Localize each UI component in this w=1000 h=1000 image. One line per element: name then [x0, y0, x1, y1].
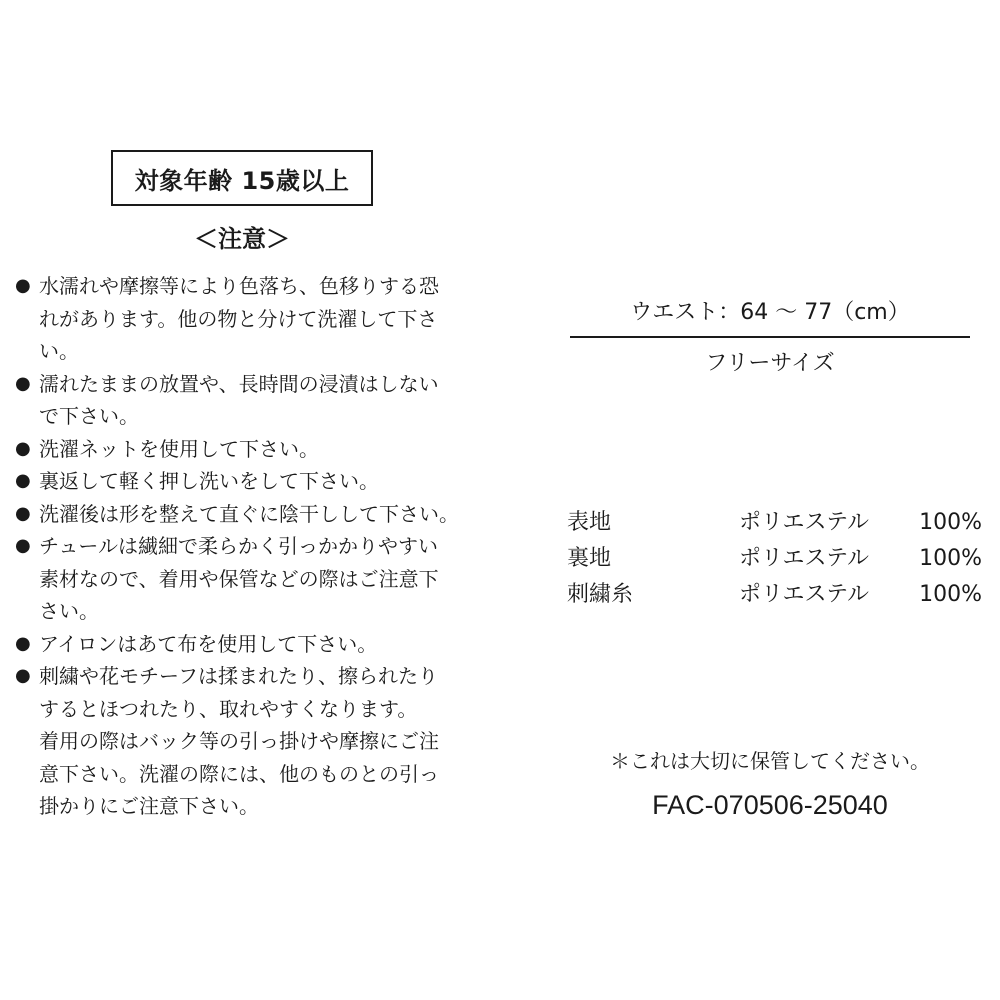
bullet-icon: ● — [15, 632, 31, 654]
material-part: 刺繍糸 — [567, 582, 634, 607]
caution-item — [15, 270, 485, 368]
bullet-icon: ● — [15, 535, 31, 556]
caution-item-text: チュールは繊細で柔らかく引っかかりやすい 素材なので、着用や保管などの際はご注意下 さい。 — [39, 534, 439, 623]
caution-heading: ＜注意＞ — [194, 225, 290, 253]
material-fiber: ポリエステル — [739, 546, 870, 571]
material-percent: 100% — [919, 510, 982, 535]
material-row — [567, 505, 982, 541]
caution-item-text: 水濡れや摩擦等により色落ち、色移りする恐 れがあります。他の物と分けて洗濯して下さ い。 — [39, 274, 439, 363]
product-code: FAC-070506-25040 — [652, 790, 888, 820]
keep-note: ＊これは大切に保管してください。 — [610, 749, 930, 773]
caution-item-text: 洗濯後は形を整えて直ぐに陰干しして下さい。 — [39, 501, 459, 526]
material-composition — [567, 505, 982, 613]
bullet-icon: ● — [15, 502, 31, 524]
caution-item — [15, 465, 485, 498]
caution-item — [15, 660, 485, 823]
material-row — [567, 577, 982, 613]
caution-item-text: 裏返して軽く押し洗いをして下さい。 — [39, 469, 379, 493]
bullet-icon: ● — [15, 372, 31, 394]
caution-item — [15, 530, 485, 628]
caution-item — [15, 628, 485, 661]
bullet-icon: ● — [15, 665, 31, 686]
material-part: 表地 — [567, 510, 612, 535]
waist-size: ウエスト：64 ～ 77（cm） — [630, 300, 910, 325]
bullet-icon: ● — [15, 275, 31, 296]
material-fiber: ポリエステル — [739, 582, 870, 607]
caution-item-text: 濡れたままの放置や、長時間の浸漬はしない で下さい。 — [39, 371, 439, 428]
material-part: 裏地 — [567, 546, 612, 571]
free-size-label: フリーサイズ — [705, 351, 835, 376]
bullet-icon: ● — [15, 437, 31, 459]
divider-line — [570, 336, 970, 338]
caution-item-text: 洗濯ネットを使用して下さい。 — [39, 436, 319, 461]
caution-item — [15, 368, 485, 433]
caution-item — [15, 433, 485, 466]
caution-item — [15, 498, 485, 531]
caution-item-text: 刺繍や花モチーフは揉まれたり、擦られたり するとほつれたり、取れやすくなります。 着用の際はバック等の引っ掛けや摩擦にご注 意下さい。洗濯の際には、他のものとの引っ 掛かりにご注意下さい。 — [39, 664, 439, 818]
material-fiber: ポリエステル — [739, 510, 870, 535]
material-percent: 100% — [919, 546, 982, 571]
material-row — [567, 541, 982, 577]
material-percent: 100% — [919, 582, 982, 607]
bullet-icon: ● — [15, 470, 31, 491]
caution-item-text: アイロンはあて布を使用して下さい。 — [39, 631, 378, 656]
caution-list — [15, 270, 485, 823]
age-target-label: 対象年齢 15歳以上 — [111, 150, 373, 206]
